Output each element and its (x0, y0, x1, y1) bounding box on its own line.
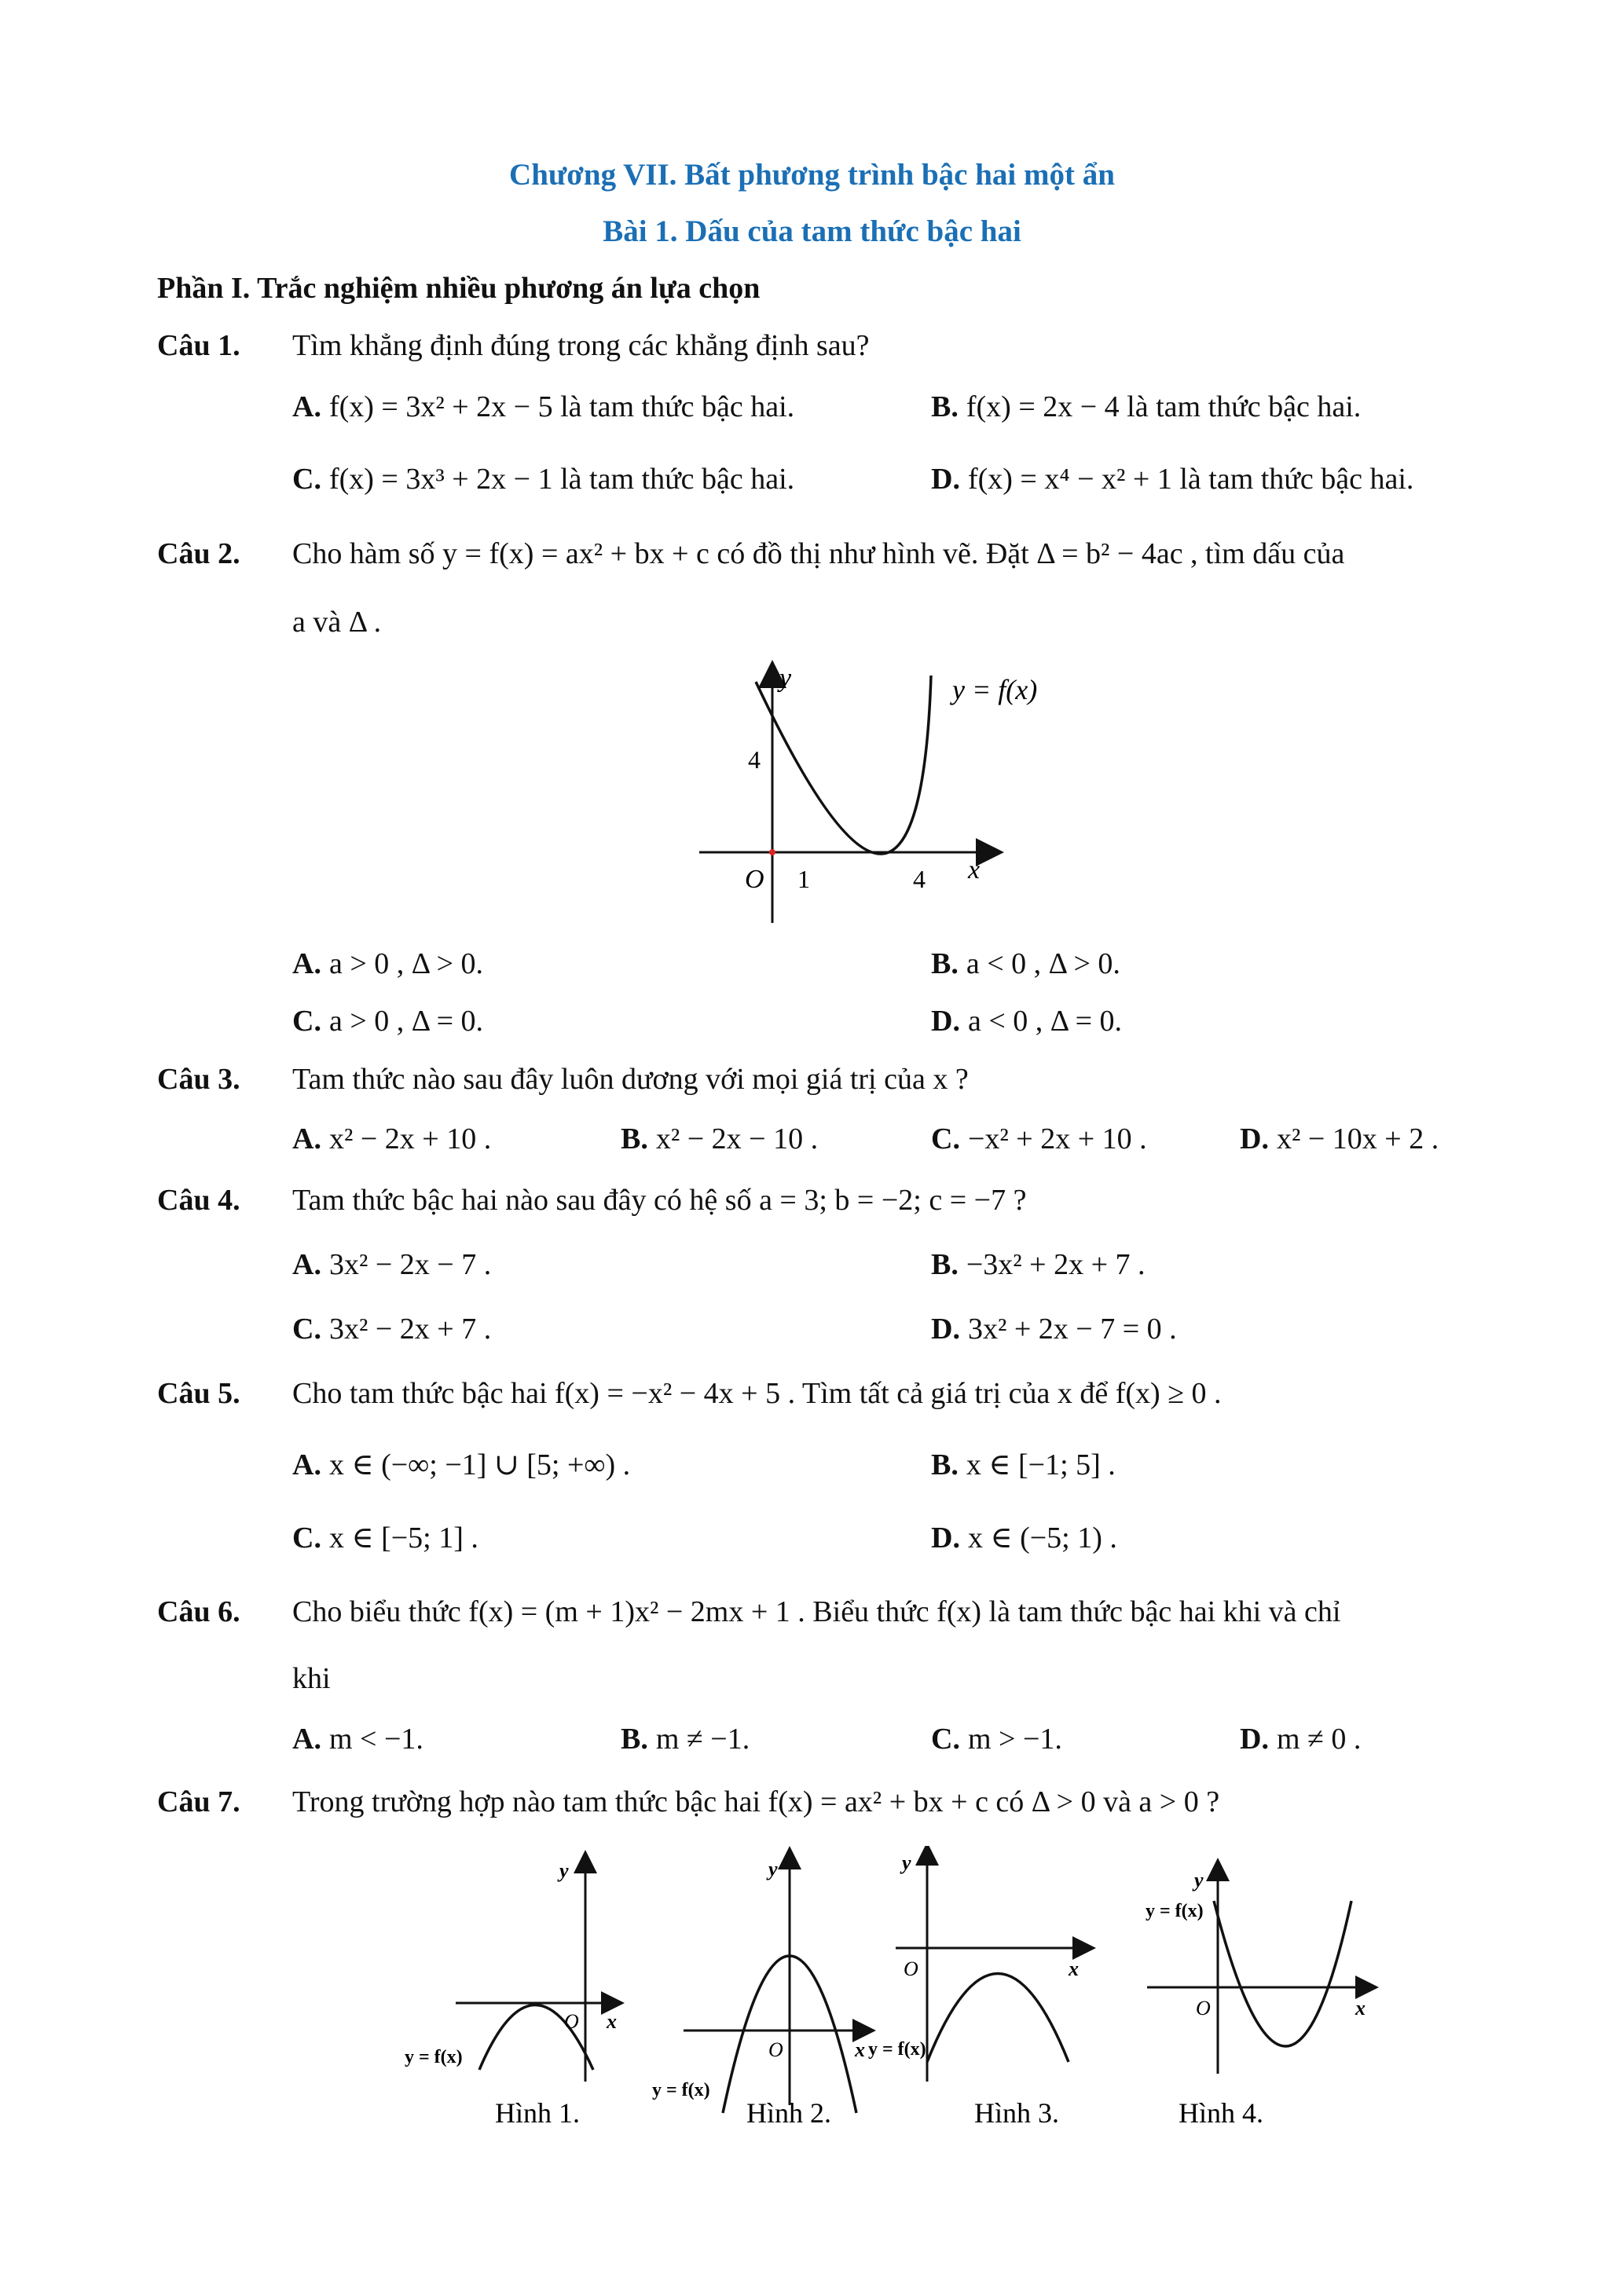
option-text: x² − 2x − 10 . (655, 1122, 819, 1155)
option-letter: B. (931, 1448, 959, 1481)
section-title: Phần I. Trắc nghiệm nhiều phương án lựa chọn (157, 272, 761, 305)
option-text: a < 0 , Δ = 0. (967, 1005, 1123, 1038)
option-letter: C. (292, 1522, 321, 1554)
chapter-title: Chương VII. Bất phương trình bậc hai một ẩn (509, 158, 1115, 192)
option-letter: D. (931, 1005, 960, 1038)
question-label: Câu 4. (157, 1184, 240, 1217)
svg-text:y: y (1194, 1869, 1204, 1891)
option-a (292, 1122, 491, 1156)
question-text-cont: khi (292, 1662, 331, 1695)
option-c (292, 462, 794, 496)
svg-text:y: y (559, 1859, 569, 1882)
figure-2 (652, 1858, 865, 2129)
svg-text:Hình 4.: Hình 4. (1179, 2097, 1263, 2129)
option-text: x ∈ (−∞; −1] ∪ [5; +∞) . (328, 1448, 631, 1481)
option-letter: B. (931, 390, 959, 423)
question-label: Câu 7. (157, 1785, 240, 1818)
svg-text:O: O (904, 1957, 918, 1980)
question-text: Cho tam thức bậc hai f(x) = −x² − 4x + 5 . Tìm tất cả giá trị của x để f(x) ≥ 0 . (292, 1377, 1222, 1410)
y-axis-label: y (779, 664, 792, 693)
option-letter: D. (931, 1313, 960, 1346)
option-a (292, 1722, 423, 1756)
option-c (292, 1004, 483, 1038)
option-letter: C. (931, 1723, 960, 1756)
parabola-curve (756, 676, 931, 854)
option-c (292, 1312, 491, 1346)
option-text: x ∈ [−1; 5] . (966, 1448, 1116, 1481)
lesson-title: Bài 1. Dấu của tam thức bậc hai (603, 214, 1021, 248)
svg-text:y = f(x): y = f(x) (652, 2080, 710, 2100)
option-b (931, 390, 1361, 424)
option-d (931, 1520, 1117, 1555)
option-b (931, 1447, 1116, 1482)
option-letter: C. (292, 1313, 321, 1346)
option-text: a > 0 , Δ > 0. (328, 947, 484, 980)
option-letter: D. (1240, 1723, 1269, 1756)
figure-3 (868, 1851, 1084, 2129)
option-letter: A. (292, 1448, 321, 1481)
svg-text:Hình 3.: Hình 3. (974, 2097, 1059, 2129)
option-text: a > 0 , Δ = 0. (328, 1005, 484, 1038)
figures-row (393, 1846, 1414, 2129)
option-a (292, 1247, 491, 1282)
x-tick-1: 1 (797, 865, 810, 893)
svg-text:x: x (1355, 1997, 1366, 2020)
svg-text:x: x (607, 2010, 617, 2033)
option-letter: B. (621, 1723, 648, 1756)
x-tick-4: 4 (913, 865, 926, 893)
option-text: m ≠ 0 . (1276, 1723, 1362, 1756)
option-text: f(x) = 2x − 4 là tam thức bậc hai. (966, 390, 1362, 423)
option-text: −3x² + 2x + 7 . (966, 1248, 1146, 1281)
question-text: Cho hàm số y = f(x) = ax² + bx + c có đồ thị như hình vẽ. Đặt Δ = b² − 4ac , tìm dấu của (292, 537, 1345, 570)
figure-1 (405, 1859, 617, 2129)
option-text: f(x) = 3x³ + 2x − 1 là tam thức bậc hai. (328, 463, 795, 496)
option-text: x ∈ (−5; 1) . (967, 1522, 1117, 1554)
option-d (931, 1004, 1122, 1038)
question-text: Tam thức bậc hai nào sau đây có hệ số a = 3; b = −2; c = −7 ? (292, 1184, 1027, 1217)
option-text: f(x) = x⁴ − x² + 1 là tam thức bậc hai. (967, 463, 1414, 496)
origin-label: O (745, 865, 764, 894)
svg-text:y = f(x): y = f(x) (405, 2047, 463, 2067)
option-b (931, 1247, 1146, 1282)
option-text: m < −1. (328, 1723, 423, 1756)
svg-text:y = f(x): y = f(x) (868, 2039, 926, 2060)
svg-text:y: y (902, 1851, 911, 1874)
option-letter: A. (292, 390, 321, 423)
question-label: Câu 3. (157, 1063, 240, 1096)
curve-label: y = f(x) (952, 674, 1038, 705)
option-text: x² − 10x + 2 . (1276, 1122, 1439, 1155)
option-letter: A. (292, 1723, 321, 1756)
question-label: Câu 2. (157, 537, 240, 570)
svg-text:x: x (855, 2038, 865, 2061)
option-c (931, 1722, 1062, 1756)
option-letter: D. (931, 463, 960, 496)
option-text: m > −1. (967, 1723, 1062, 1756)
option-letter: D. (1240, 1122, 1269, 1155)
option-letter: B. (931, 947, 959, 980)
option-d (931, 462, 1413, 496)
x-axis-label: x (968, 855, 981, 884)
question-text: Cho biểu thức f(x) = (m + 1)x² − 2mx + 1 . Biểu thức f(x) là tam thức bậc hai khi và chỉ (292, 1595, 1341, 1628)
option-letter: B. (621, 1122, 648, 1155)
option-d (1240, 1122, 1439, 1156)
option-text: f(x) = 3x² + 2x − 5 là tam thức bậc hai. (328, 390, 795, 423)
option-letter: C. (931, 1122, 960, 1155)
option-text: −x² + 2x + 10 . (967, 1122, 1147, 1155)
option-d (931, 1312, 1177, 1346)
question-text: Tìm khẳng định đúng trong các khẳng định sau? (292, 329, 870, 362)
option-text: a < 0 , Δ > 0. (966, 947, 1120, 980)
option-letter: A. (292, 1248, 321, 1281)
option-letter: B. (931, 1248, 959, 1281)
svg-text:x: x (1069, 1957, 1079, 1980)
question-text: Tam thức nào sau đây luôn dương với mọi giá trị của x ? (292, 1063, 969, 1096)
option-d (1240, 1722, 1361, 1756)
parabola-graph (691, 660, 1100, 927)
svg-text:O: O (768, 2038, 783, 2061)
question-label: Câu 5. (157, 1377, 240, 1410)
svg-text:Hình 1.: Hình 1. (495, 2097, 580, 2129)
option-letter: C. (292, 463, 321, 496)
svg-text:O: O (564, 2010, 579, 2033)
origin-point (769, 849, 775, 855)
svg-text:Hình 2.: Hình 2. (746, 2097, 831, 2129)
option-text: 3x² − 2x − 7 . (328, 1248, 492, 1281)
option-a (292, 390, 794, 424)
question-label: Câu 1. (157, 329, 240, 362)
option-b (931, 947, 1120, 981)
option-text: x² − 2x + 10 . (328, 1122, 492, 1155)
option-letter: A. (292, 1122, 321, 1155)
svg-text:y = f(x): y = f(x) (1146, 1901, 1204, 1921)
y-tick-4: 4 (748, 745, 761, 774)
option-text: m ≠ −1. (655, 1723, 750, 1756)
svg-text:y: y (768, 1858, 778, 1880)
option-text: 3x² − 2x + 7 . (328, 1313, 492, 1346)
option-letter: A. (292, 947, 321, 980)
option-letter: D. (931, 1522, 960, 1554)
option-c (931, 1122, 1147, 1156)
option-letter: C. (292, 1005, 321, 1038)
option-c (292, 1520, 478, 1555)
option-b (621, 1722, 750, 1756)
option-a (292, 947, 483, 981)
option-b (621, 1122, 818, 1156)
option-text: x ∈ [−5; 1] . (328, 1522, 478, 1554)
option-a (292, 1447, 630, 1482)
question-text-cont: a và Δ . (292, 606, 382, 639)
svg-text:O: O (1196, 1997, 1211, 2020)
figure-4 (1146, 1869, 1367, 2129)
question-text: Trong trường hợp nào tam thức bậc hai f(x) = ax² + bx + c có Δ > 0 và a > 0 ? (292, 1785, 1220, 1818)
question-label: Câu 6. (157, 1595, 240, 1628)
option-text: 3x² + 2x − 7 = 0 . (967, 1313, 1177, 1346)
